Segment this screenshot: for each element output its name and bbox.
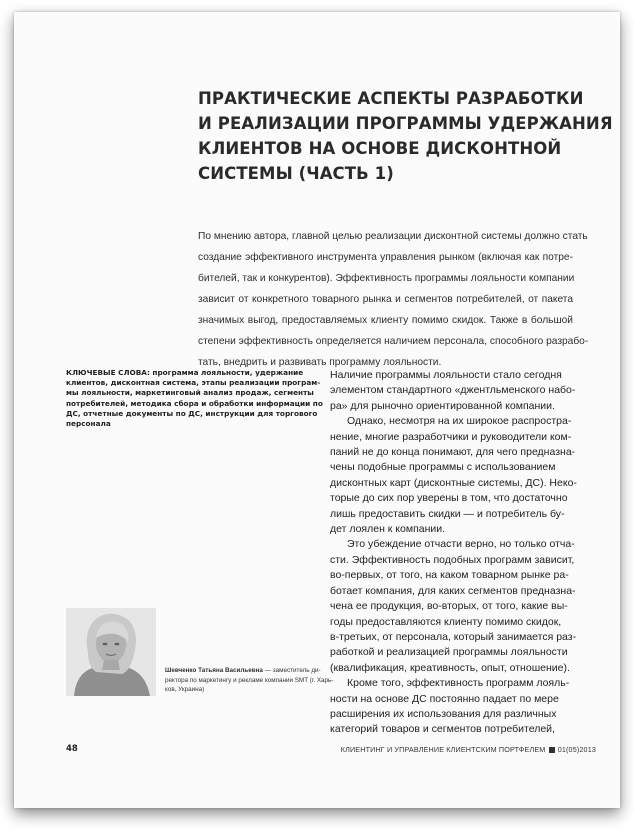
body-line: сти. Эффективность подобных программ зависит,: [330, 553, 575, 566]
body-line: годы предоставляются клиенту помимо скидок,: [330, 615, 562, 628]
body-line: расширения их использования для различных: [330, 707, 557, 720]
body-line: в-третьих, от персонала, который занимается раз-: [330, 630, 577, 643]
body-line: Наличие программы лояльности стало сегодня: [330, 369, 562, 381]
body-line: Однако, несмотря на их широкое распростра-: [347, 415, 572, 428]
author-portrait-icon: [66, 608, 156, 696]
author-name: Шевченко Татьяна Васильевна: [165, 667, 263, 674]
caption-line-1: [165, 666, 321, 676]
body-line: нение, многие разработчики и руководители ком-: [330, 430, 572, 443]
body-line: во-первых, от того, на каком товарном рынке ра-: [330, 569, 569, 582]
body-line: Кроме того, эффективность программ лояль-: [347, 677, 570, 690]
body-line: категорий товаров и сегментов потребителей,: [330, 723, 555, 736]
author-caption: [165, 666, 334, 695]
body-line: элементом стандартного «джентльменского набо-: [330, 384, 576, 397]
body-line: лишь предоставить скидки — и потребитель бу-: [330, 507, 565, 520]
title-line: И РЕАЛИЗАЦИИ ПРОГРАММЫ УДЕРЖАНИЯ: [198, 114, 613, 133]
body-line: дисконтных карт (дисконтные системы, ДС). Неко-: [330, 476, 577, 489]
body-line: чены подобные программы с использованием: [330, 461, 556, 474]
lead-line: бителей, так и конкурентов). Эффективность программы лояльности компании: [198, 273, 575, 284]
body-line: (квалификация, креативность, опыт, отношение).: [330, 661, 570, 674]
caption-line: ректора по маркетингу и рекламе компании SMT (г. Харь-: [165, 676, 334, 684]
body-line: ности на основе ДС постоянно падает по мере: [330, 692, 559, 705]
caption-line: ков, Украина): [165, 686, 205, 694]
body-line: Это убеждение отчасти верно, но только отча-: [347, 538, 575, 551]
body-line: торые до сих пор уверены в том, что достаточно: [330, 492, 568, 505]
keywords-line: мы лояльности, маркетинговый анализ продаж, сегменты: [66, 388, 314, 398]
body-line: работкой и реализацией программы лояльности: [330, 646, 568, 659]
keywords-line: клиентов, дисконтная система, этапы реализации програм-: [66, 378, 321, 388]
lead-line: создание эффективного инструмента управления рынком (включая как потре-: [198, 252, 573, 263]
running-footer: [341, 745, 596, 754]
article-title: [198, 86, 613, 186]
body-line: ботает компания, для каких сегментов предназна-: [330, 584, 576, 597]
issue-number: 01(05)2013: [557, 745, 596, 754]
author-photo: [66, 608, 156, 696]
square-bullet-icon: [549, 747, 555, 753]
page-number: 48: [66, 744, 78, 754]
lead-line: степени эффективность определяется наличием персонала, способного разрабо-: [198, 336, 589, 347]
keywords-line: потребителей, методика сбора и обработки информации по: [66, 398, 323, 408]
body-column: [330, 368, 582, 738]
keywords-line: ДС, отчетные документы по ДС, инструкции для торгового: [66, 408, 318, 418]
body-line: чена ее продукция, во-вторых, от того, какие вы-: [330, 600, 568, 613]
lead-paragraph: [198, 226, 589, 373]
body-line: паний не до конца понимают, для чего предназна-: [330, 446, 576, 459]
title-line: СИСТЕМЫ (ЧАСТЬ 1): [198, 164, 394, 183]
body-line: ра» для рыночно ориентированной компании.: [330, 399, 555, 412]
title-line: КЛИЕНТОВ НА ОСНОВЕ ДИСКОНТНОЙ: [198, 139, 562, 158]
body-line: дет лоялен к компании.: [330, 523, 446, 536]
lead-line: зависит от конкретного товарного рынка и сегментов потребителей, от пакета: [198, 294, 573, 305]
keywords-block: [66, 368, 323, 429]
keywords-line: персонала: [66, 419, 111, 429]
lead-line: По мнению автора, главной целью реализации дисконтной системы должно стать: [198, 231, 588, 242]
lead-line: тать, внедрить и развивать программу лояльности.: [198, 357, 442, 368]
lead-line: значимых выгод, предоставляемых клиенту помимо скидок. Также в большой: [198, 315, 573, 326]
keywords-line: КЛЮЧЕВЫЕ СЛОВА: программа лояльности, удержание: [66, 368, 304, 377]
journal-title: КЛИЕНТИНГ И УПРАВЛЕНИЕ КЛИЕНТСКИМ ПОРТФЕЛЕМ: [340, 745, 546, 754]
caption-text: — заместитель ди-: [262, 667, 321, 674]
title-line: ПРАКТИЧЕСКИЕ АСПЕКТЫ РАЗРАБОТКИ: [198, 89, 584, 108]
